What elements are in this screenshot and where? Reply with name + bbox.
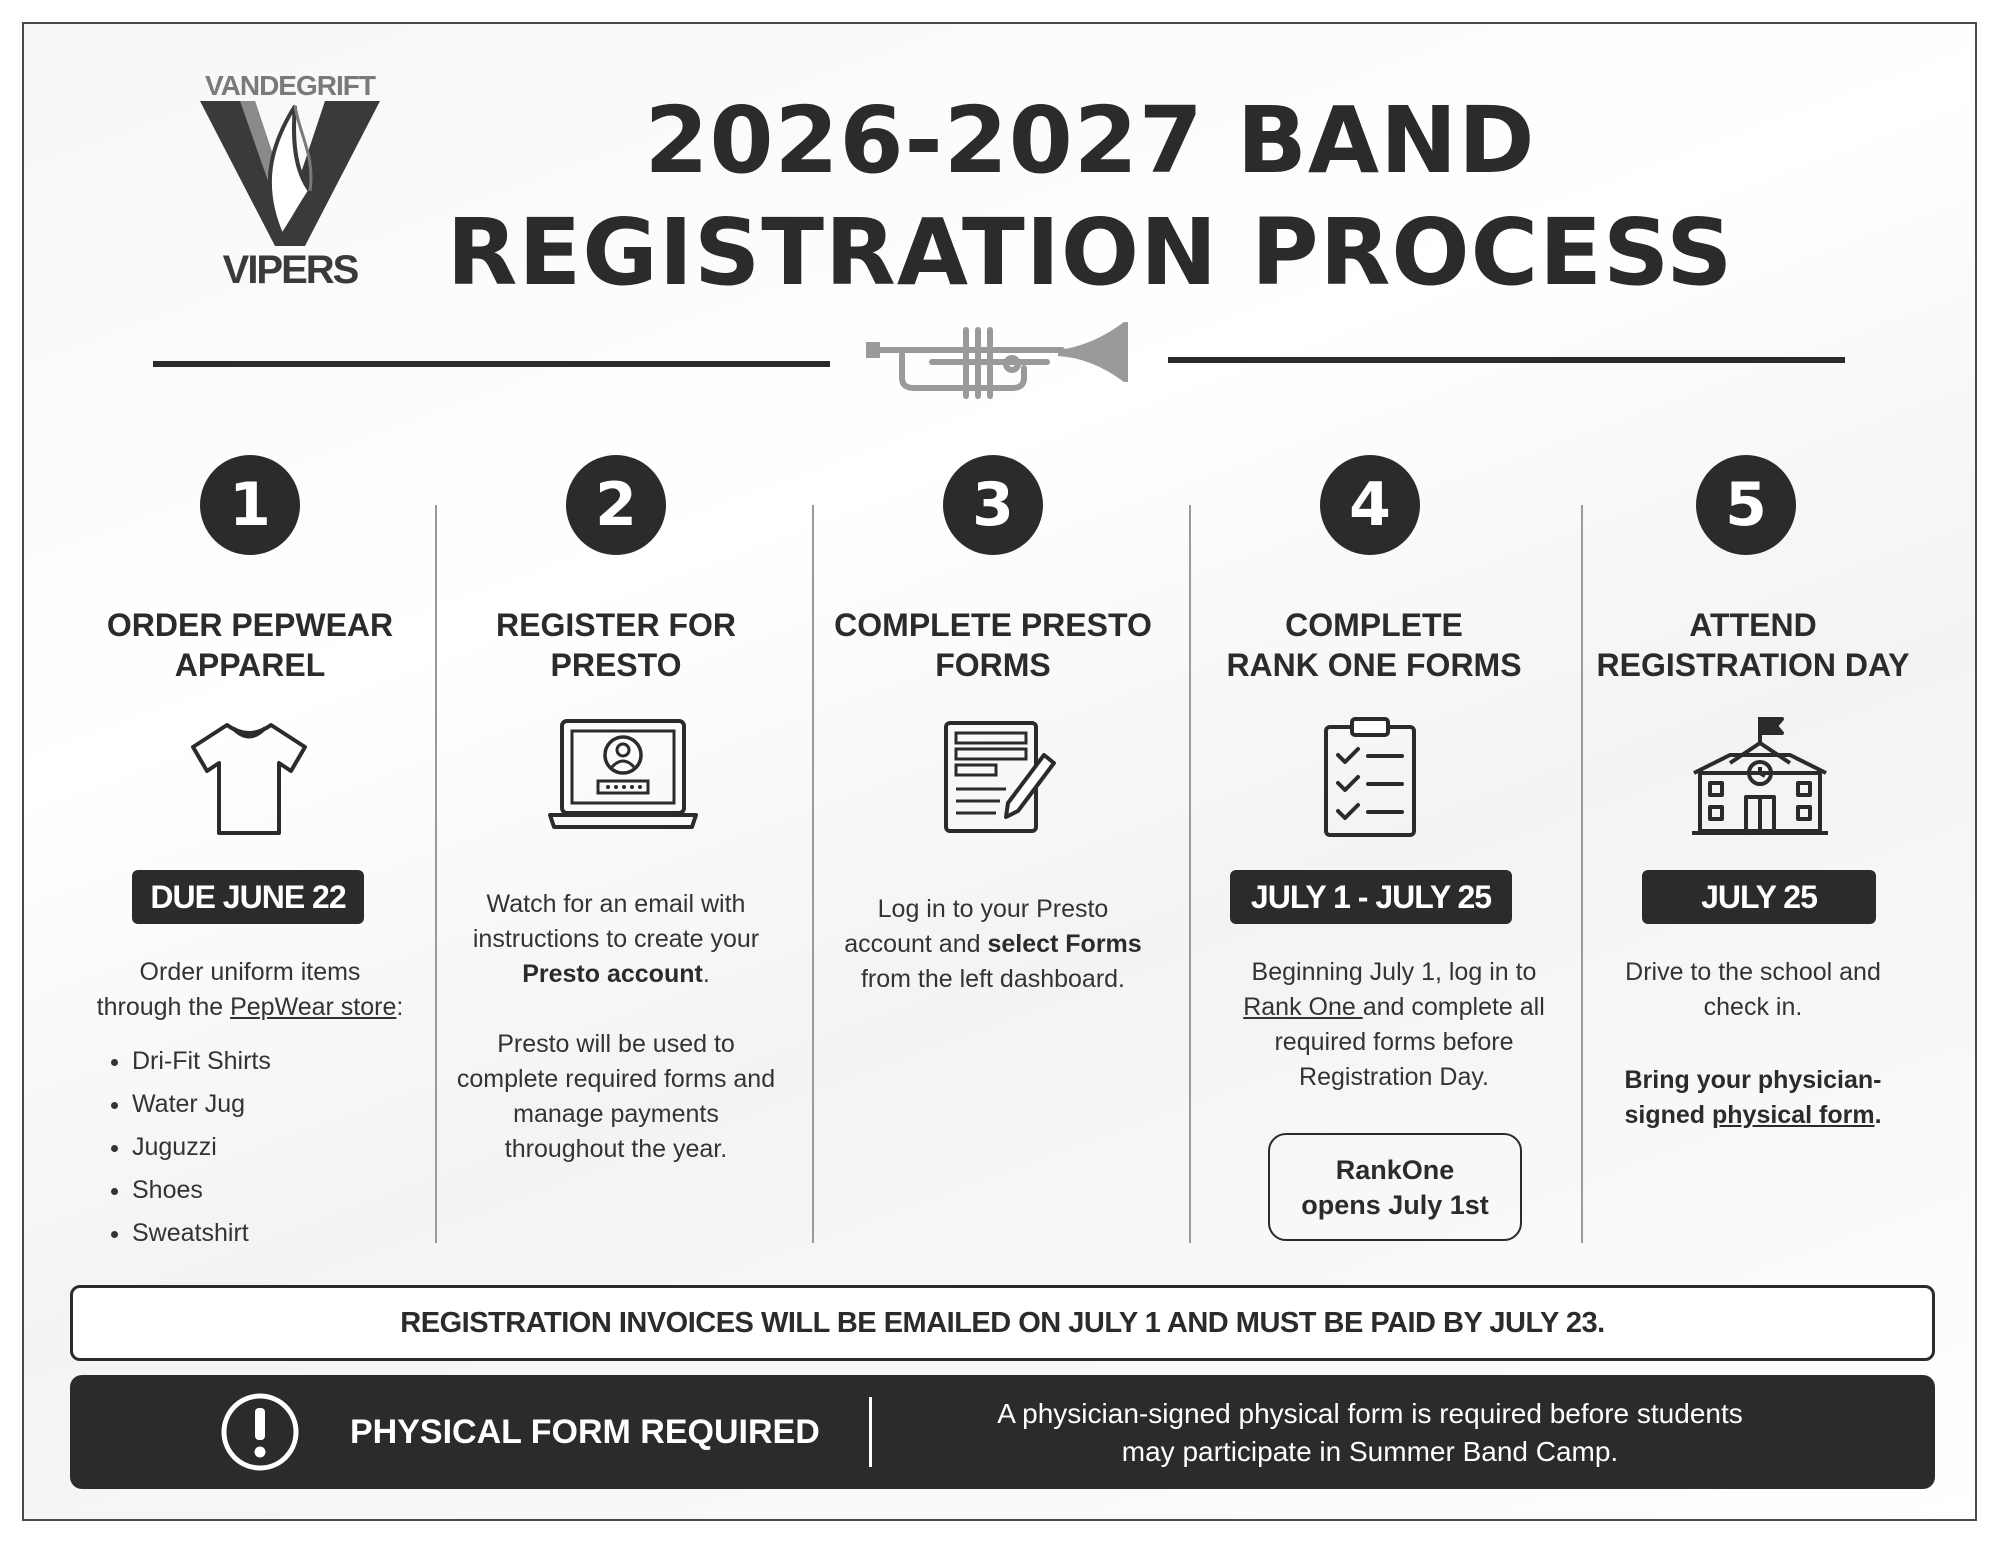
step-description xyxy=(805,892,1181,997)
list-item: • Dri-Fit Shirts xyxy=(132,1040,271,1083)
list-item: • Shoes xyxy=(132,1169,271,1212)
description-line: instructions to create your xyxy=(472,925,760,953)
clipboard-checklist-icon xyxy=(1320,715,1420,839)
physical-text-line-2: may participate in Summer Band Camp. xyxy=(1121,1436,1619,1467)
laptop-login-icon xyxy=(548,715,698,839)
description-line xyxy=(1565,1098,1941,1133)
logo-top-text: VANDEGRIFT xyxy=(205,70,375,101)
physical-form-banner xyxy=(70,1375,1935,1489)
invoice-notice-banner: REGISTRATION INVOICES WILL BE EMAILED ON JULY 1 AND MUST BE PAID BY JULY 23. xyxy=(70,1285,1935,1361)
step-title-line-1: REGISTER FOR xyxy=(495,607,736,643)
rankone-opens-box xyxy=(1268,1133,1522,1241)
description-line: required forms before xyxy=(1274,1028,1514,1056)
title-line-2: REGISTRATION PROCESS xyxy=(446,199,1734,306)
description-line: Log in to your Presto xyxy=(877,895,1109,923)
description-line xyxy=(1565,1063,1941,1098)
description-text: and complete all xyxy=(1362,993,1545,1021)
step-title-line-2: REGISTRATION DAY xyxy=(1596,647,1910,683)
step-description xyxy=(428,887,804,1167)
exclamation-circle-icon xyxy=(220,1392,300,1472)
page-title xyxy=(420,85,1760,309)
logo-bottom-text: VIPERS xyxy=(222,248,358,292)
step-description xyxy=(1206,955,1582,1095)
document-edit-icon xyxy=(940,715,1060,839)
description-line xyxy=(62,990,438,1025)
description-line: Watch for an email with xyxy=(486,890,746,918)
step-title-line-1: ORDER PEPWEAR xyxy=(106,607,394,643)
step-title xyxy=(1186,605,1562,685)
description-text: . xyxy=(702,960,710,988)
physical-banner-divider xyxy=(869,1397,872,1467)
pepwear-store-link[interactable]: PepWear store xyxy=(230,993,397,1021)
title-line-1: 2026-2027 BAND xyxy=(644,87,1536,194)
step-title xyxy=(428,605,804,685)
physical-form-title: PHYSICAL FORM REQUIRED xyxy=(350,1413,820,1451)
step-1-column xyxy=(62,455,438,1255)
step-2-column xyxy=(438,455,814,1255)
description-text: : xyxy=(396,993,404,1021)
description-line: Registration Day. xyxy=(1299,1063,1489,1091)
due-date-badge: DUE JUNE 22 xyxy=(132,870,364,924)
rank-one-link[interactable]: Rank One xyxy=(1243,993,1363,1021)
step-title-line-2: APPAREL xyxy=(174,647,326,683)
step-description xyxy=(1565,955,1941,1133)
vandegrift-vipers-logo xyxy=(190,70,390,300)
step-title xyxy=(805,605,1181,685)
description-line: Beginning July 1, log in to xyxy=(1251,958,1537,986)
bring-physical-text: . xyxy=(1874,1101,1882,1129)
description-line xyxy=(805,927,1181,962)
list-item: • Juguzzi xyxy=(132,1126,271,1169)
description-line: Drive to the school and xyxy=(1625,958,1881,986)
school-building-icon xyxy=(1690,715,1830,839)
bring-physical-text: signed xyxy=(1624,1101,1712,1129)
physical-form-text xyxy=(930,1395,1810,1471)
registration-day-badge: JULY 25 xyxy=(1642,870,1876,924)
step-5-column xyxy=(1572,455,1948,1255)
divider-rule-left xyxy=(153,361,830,367)
step-title-line-1: ATTEND xyxy=(1689,607,1817,643)
step-number-badge: 2 xyxy=(566,455,666,555)
description-line: Presto will be used to xyxy=(497,1030,735,1058)
description-line xyxy=(1206,990,1582,1025)
date-range-badge: JULY 1 - JULY 25 xyxy=(1230,870,1512,924)
step-description xyxy=(62,955,438,1025)
step-number-badge: 5 xyxy=(1696,455,1796,555)
bring-physical-text: Bring your physician- xyxy=(1624,1066,1882,1094)
divider-rule-right xyxy=(1168,357,1845,363)
list-item: • Sweatshirt xyxy=(132,1212,271,1255)
step-number-badge: 3 xyxy=(943,455,1043,555)
description-line: complete required forms and xyxy=(456,1065,776,1093)
description-line: Order uniform items xyxy=(139,958,361,986)
step-number-badge: 1 xyxy=(200,455,300,555)
step-title-line-2: PRESTO xyxy=(550,647,682,683)
select-forms-text: select Forms xyxy=(987,930,1142,958)
step-number-badge: 4 xyxy=(1320,455,1420,555)
step-3-column xyxy=(805,455,1181,1255)
description-line: manage payments xyxy=(513,1100,719,1128)
list-item: • Water Jug xyxy=(132,1083,271,1126)
step-title-line-2: RANK ONE FORMS xyxy=(1226,647,1522,683)
uniform-items-list xyxy=(102,1040,271,1255)
step-title-line-1: COMPLETE PRESTO xyxy=(834,607,1152,643)
physical-text-line-1: A physician-signed physical form is required before students xyxy=(997,1398,1743,1429)
viper-v-icon xyxy=(200,96,380,256)
description-line: throughout the year. xyxy=(504,1135,728,1163)
step-title-line-1: COMPLETE xyxy=(1285,607,1463,643)
presto-account-text: Presto account xyxy=(522,960,703,988)
description-line xyxy=(428,957,804,992)
step-title-line-2: FORMS xyxy=(935,647,1051,683)
trumpet-icon xyxy=(862,316,1134,406)
step-title xyxy=(1565,605,1941,685)
rankone-box-line-1: RankOne xyxy=(1335,1155,1455,1185)
description-text: through the xyxy=(96,993,231,1021)
description-line: from the left dashboard. xyxy=(860,965,1126,993)
step-title xyxy=(62,605,438,685)
rankone-box-line-2: opens July 1st xyxy=(1301,1190,1489,1220)
tshirt-icon xyxy=(187,715,311,839)
physical-form-link[interactable]: physical form xyxy=(1712,1101,1875,1129)
description-text: account and xyxy=(844,930,988,958)
description-line: check in. xyxy=(1703,993,1803,1021)
step-4-column xyxy=(1196,455,1572,1255)
